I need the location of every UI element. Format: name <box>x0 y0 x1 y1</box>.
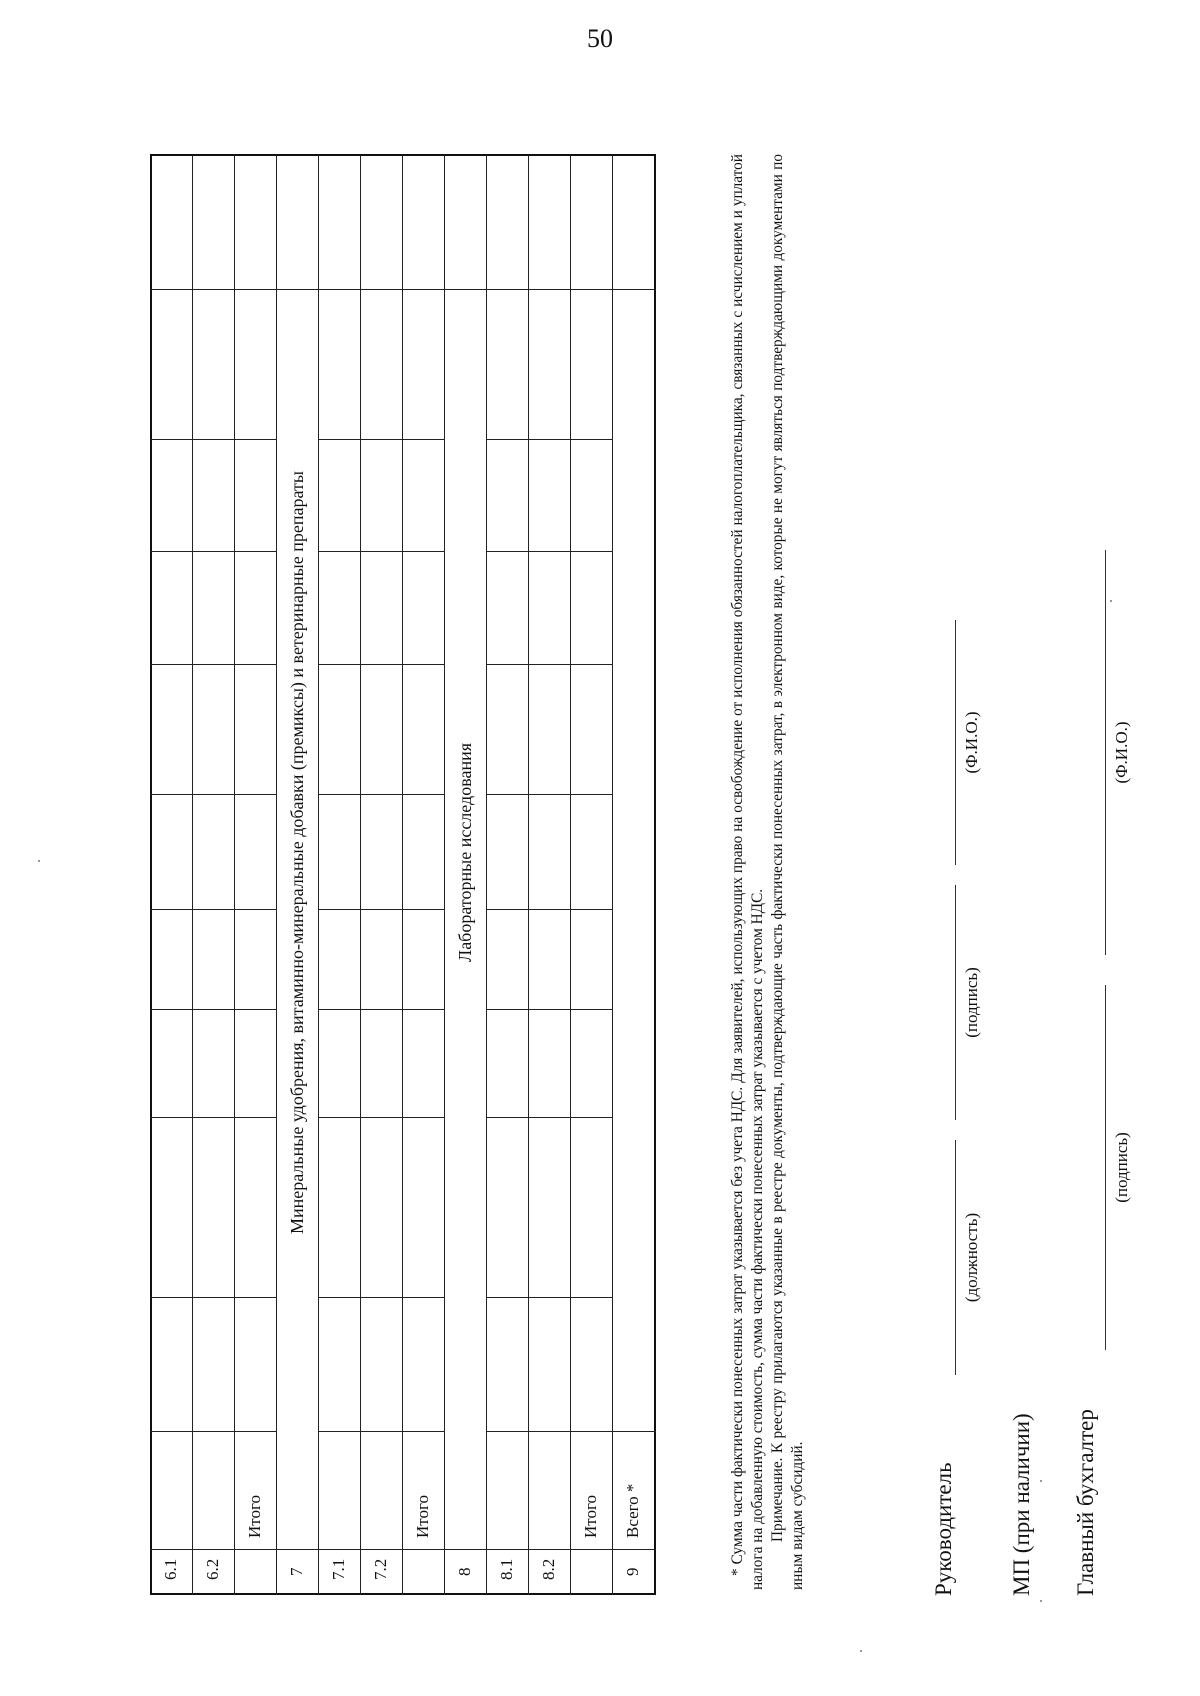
scan-speck <box>1040 1600 1042 1602</box>
remark-text: Примечание. К реестру прилагаются указанные в реестре документы, подтверждающие часть фактически понесенных затрат, в электронном виде, которые не могут являться подтверждающими документами по иным видам субсидий. <box>769 154 806 1590</box>
position-caption: (должность) <box>962 1212 981 1303</box>
row-number: 7.1 <box>329 1558 348 1580</box>
scan-speck <box>1040 1480 1042 1482</box>
signature-caption: (подпись) <box>962 967 981 1038</box>
accountant-name-caption: (Ф.И.О.) <box>1112 721 1131 784</box>
row-number: 6.2 <box>203 1558 222 1580</box>
row-number: 6.1 <box>161 1558 180 1580</box>
accountant-label: Главный бухгалтер <box>1073 1409 1098 1596</box>
scan-speck <box>860 1650 862 1652</box>
row-number: 8.1 <box>497 1558 516 1580</box>
notes-block <box>728 154 808 1590</box>
row-number: 8.2 <box>539 1558 558 1580</box>
row-label-grand-total: Всего * <box>623 1483 642 1538</box>
section-heading-lab: Лабораторные исследования <box>455 742 475 963</box>
stamp-label: МП (при наличии) <box>1009 1413 1034 1596</box>
scan-speck <box>38 860 40 862</box>
page-number: 50 <box>587 24 613 53</box>
row-number: 7.2 <box>371 1558 390 1580</box>
rotated-page-content <box>150 150 1195 1620</box>
row-number: 8 <box>455 1567 474 1576</box>
head-label: Руководитель <box>931 1462 956 1596</box>
row-number: 9 <box>623 1567 642 1576</box>
row-label-total: Итого <box>581 1494 600 1538</box>
row-number: 7 <box>287 1567 306 1576</box>
section-heading-minerals: Минеральные удобрения, витаминно-минеральные добавки (премиксы) и ветеринарные препараты <box>287 471 307 1234</box>
scan-speck <box>1110 600 1112 602</box>
name-caption: (Ф.И.О.) <box>962 711 981 774</box>
footnote-text: * Сумма части фактически понесенных затрат указывается без учета НДС. Для заявителей, использующих право на освобождение от исполнения обязанностей налогоплательщика, связанных с исчислением и уплатой налога на добавленную стоимость, сумма части фактически понесенных затрат указывается с учетом НДС. <box>729 154 766 1590</box>
row-label-total: Итого <box>413 1494 432 1538</box>
accountant-signature-caption: (подпись) <box>1112 1132 1131 1203</box>
row-label-total: Итого <box>245 1494 264 1538</box>
